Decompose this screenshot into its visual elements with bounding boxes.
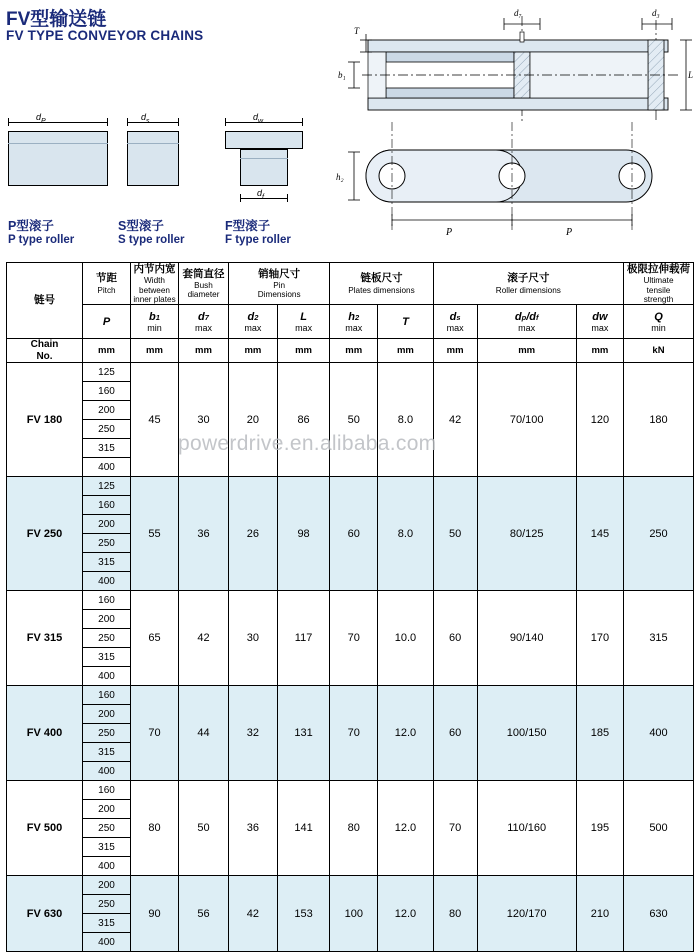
th-sym-b1: b1 min xyxy=(131,305,179,339)
cell-pitch: 250 xyxy=(83,724,131,743)
cell-d7: 30 xyxy=(179,363,229,477)
cell-ds: 50 xyxy=(433,477,477,591)
th-sym-L: L max xyxy=(277,305,329,339)
cell-pitch: 315 xyxy=(83,648,131,667)
cell-ds: 60 xyxy=(433,591,477,686)
th-unit-d7: mm xyxy=(179,339,229,363)
cell-L: 86 xyxy=(277,363,329,477)
cell-pitch: 315 xyxy=(83,439,131,458)
th-sym-d7: d7 max xyxy=(179,305,229,339)
f-roller-caption-en: F type roller xyxy=(225,234,291,246)
th-unit-h2: mm xyxy=(330,339,378,363)
th-sym-Q: Q min xyxy=(624,305,694,339)
svg-text:b₁: b₁ xyxy=(338,70,346,80)
p-roller-caption-en: P type roller xyxy=(8,234,75,246)
p-roller-caption-cn: P型滚子 xyxy=(8,219,54,233)
cell-pitch: 200 xyxy=(83,401,131,420)
chain-assembly-diagram xyxy=(326,4,698,244)
cell-pitch: 160 xyxy=(83,686,131,705)
th-unit-b1: mm xyxy=(131,339,179,363)
th-pitch: 节距 Pitch xyxy=(83,263,131,305)
cell-L: 153 xyxy=(277,876,329,952)
cell-pitch: 250 xyxy=(83,819,131,838)
f-roller-flange xyxy=(225,131,303,149)
cell-pitch: 400 xyxy=(83,762,131,781)
th-sym-P: P xyxy=(83,305,131,339)
cell-ds: 60 xyxy=(433,686,477,781)
cell-h2: 70 xyxy=(330,591,378,686)
cell-dp-df: 120/170 xyxy=(477,876,576,952)
cell-pitch: 200 xyxy=(83,705,131,724)
cell-chain-no: FV 500 xyxy=(7,781,83,876)
th-pin-dimensions: 销轴尺寸 Pin Dimensions xyxy=(229,263,330,305)
th-sym-dw: dw max xyxy=(576,305,623,339)
svg-text:P: P xyxy=(566,227,573,238)
table-row xyxy=(7,363,694,382)
table-body xyxy=(7,363,694,952)
cell-T: 12.0 xyxy=(378,876,433,952)
table-row xyxy=(7,781,694,800)
s-roller-caption-en: S type roller xyxy=(118,234,185,246)
s-roller-body xyxy=(127,131,179,186)
cell-dw: 195 xyxy=(576,781,623,876)
cell-h2: 50 xyxy=(330,363,378,477)
cell-L: 98 xyxy=(277,477,329,591)
th-sym-d2: d2 max xyxy=(229,305,278,339)
cell-pitch: 250 xyxy=(83,895,131,914)
s-roller-caption-cn: S型滚子 xyxy=(118,219,164,233)
cell-pitch: 160 xyxy=(83,496,131,515)
svg-text:L: L xyxy=(688,70,694,80)
cell-pitch: 250 xyxy=(83,629,131,648)
table-row xyxy=(7,477,694,496)
cell-pitch: 200 xyxy=(83,800,131,819)
cell-b1: 65 xyxy=(131,591,179,686)
cell-L: 141 xyxy=(277,781,329,876)
cell-chain-no: FV 315 xyxy=(7,591,83,686)
cell-dw: 120 xyxy=(576,363,623,477)
table-header-row-symbols xyxy=(7,305,694,339)
table-row xyxy=(7,591,694,610)
cell-pitch: 160 xyxy=(83,382,131,401)
cell-d2: 42 xyxy=(229,876,278,952)
cell-Q: 400 xyxy=(624,686,694,781)
th-plates-dimensions: 链板尺寸 Plates dimensions xyxy=(330,263,433,305)
table-row xyxy=(7,686,694,705)
cell-pitch: 400 xyxy=(83,458,131,477)
cell-chain-no: FV 250 xyxy=(7,477,83,591)
cell-L: 117 xyxy=(277,591,329,686)
cell-dp-df: 90/140 xyxy=(477,591,576,686)
cell-pitch: 200 xyxy=(83,876,131,895)
cell-pitch: 160 xyxy=(83,781,131,800)
th-bush-diameter: 套筒直径 Bush diameter xyxy=(179,263,229,305)
cell-Q: 250 xyxy=(624,477,694,591)
cell-pitch: 400 xyxy=(83,572,131,591)
f-roller-caption-cn: F型滚子 xyxy=(225,219,271,233)
cell-dp-df: 100/150 xyxy=(477,686,576,781)
cell-ds: 80 xyxy=(433,876,477,952)
cell-pitch: 200 xyxy=(83,610,131,629)
dim-label-ds: d xyxy=(141,112,147,122)
svg-text:P: P xyxy=(446,227,453,238)
cell-Q: 180 xyxy=(624,363,694,477)
cell-chain-no: FV 400 xyxy=(7,686,83,781)
cell-d2: 26 xyxy=(229,477,278,591)
th-chainno-label: Chain No. xyxy=(7,339,83,363)
th-tensile-strength: 极限拉伸载荷 Ultimate tensile strength xyxy=(624,263,694,305)
cell-Q: 500 xyxy=(624,781,694,876)
cell-b1: 70 xyxy=(131,686,179,781)
cell-dw: 145 xyxy=(576,477,623,591)
th-sym-T: T xyxy=(378,305,433,339)
cell-d7: 50 xyxy=(179,781,229,876)
cell-pitch: 250 xyxy=(83,534,131,553)
cell-b1: 80 xyxy=(131,781,179,876)
svg-text:T: T xyxy=(354,26,360,36)
th-unit-ds: mm xyxy=(433,339,477,363)
cell-pitch: 400 xyxy=(83,857,131,876)
cell-ds: 42 xyxy=(433,363,477,477)
page-title-en: FV TYPE CONVEYOR CHAINS xyxy=(6,28,204,43)
cell-d2: 30 xyxy=(229,591,278,686)
svg-text:d₇: d₇ xyxy=(514,8,522,18)
cell-chain-no: FV 630 xyxy=(7,876,83,952)
cell-dw: 210 xyxy=(576,876,623,952)
table-header-row-names xyxy=(7,263,694,305)
th-unit-Q: kN xyxy=(624,339,694,363)
cell-dp-df: 80/125 xyxy=(477,477,576,591)
th-sym-h2: h2 max xyxy=(330,305,378,339)
cell-b1: 45 xyxy=(131,363,179,477)
cell-Q: 630 xyxy=(624,876,694,952)
watermark: powerdrive.en.alibaba.com xyxy=(178,432,437,455)
cell-pitch: 400 xyxy=(83,933,131,952)
cell-pitch: 250 xyxy=(83,420,131,439)
cell-chain-no: FV 180 xyxy=(7,363,83,477)
th-unit-P: mm xyxy=(83,339,131,363)
cell-dp-df: 70/100 xyxy=(477,363,576,477)
cell-pitch: 125 xyxy=(83,477,131,496)
th-unit-dw: mm xyxy=(576,339,623,363)
svg-text:d₃: d₃ xyxy=(652,8,660,18)
dim-label-dw: d xyxy=(253,112,259,122)
cell-pitch: 200 xyxy=(83,515,131,534)
cell-dw: 170 xyxy=(576,591,623,686)
cell-d7: 44 xyxy=(179,686,229,781)
cell-b1: 90 xyxy=(131,876,179,952)
th-unit-d2: mm xyxy=(229,339,278,363)
cell-h2: 70 xyxy=(330,686,378,781)
cell-h2: 60 xyxy=(330,477,378,591)
cell-pitch: 315 xyxy=(83,743,131,762)
th-chain-no: 链号 xyxy=(7,263,83,339)
f-roller-body xyxy=(240,149,288,186)
cell-h2: 100 xyxy=(330,876,378,952)
cell-pitch: 400 xyxy=(83,667,131,686)
cell-T: 8.0 xyxy=(378,363,433,477)
cell-d2: 36 xyxy=(229,781,278,876)
cell-T: 12.0 xyxy=(378,686,433,781)
cell-pitch: 315 xyxy=(83,914,131,933)
cell-b1: 55 xyxy=(131,477,179,591)
cell-pitch: 315 xyxy=(83,553,131,572)
dim-label-dp: d xyxy=(36,112,42,122)
th-unit-dpdf: mm xyxy=(477,339,576,363)
cell-Q: 315 xyxy=(624,591,694,686)
cell-pitch: 315 xyxy=(83,838,131,857)
cell-dw: 185 xyxy=(576,686,623,781)
cell-d2: 32 xyxy=(229,686,278,781)
cell-pitch: 125 xyxy=(83,363,131,382)
th-sym-ds: ds max xyxy=(433,305,477,339)
cell-d7: 42 xyxy=(179,591,229,686)
cell-ds: 70 xyxy=(433,781,477,876)
cell-pitch: 160 xyxy=(83,591,131,610)
th-sym-dp-df: dp/df max xyxy=(477,305,576,339)
cell-T: 8.0 xyxy=(378,477,433,591)
cell-h2: 80 xyxy=(330,781,378,876)
th-unit-L: mm xyxy=(277,339,329,363)
th-roller-dimensions: 滚子尺寸 Roller dimensions xyxy=(433,263,623,305)
cell-dp-df: 110/160 xyxy=(477,781,576,876)
table-row xyxy=(7,876,694,895)
th-width-inner-plates: 内节内宽 Width between inner plates xyxy=(131,263,179,305)
page-title-cn: FV型输送链 xyxy=(6,9,107,30)
cell-T: 10.0 xyxy=(378,591,433,686)
table-header-row-units xyxy=(7,339,694,363)
p-roller-body xyxy=(8,131,108,186)
cell-d7: 56 xyxy=(179,876,229,952)
cell-L: 131 xyxy=(277,686,329,781)
svg-text:h₂: h₂ xyxy=(336,172,344,182)
th-unit-T: mm xyxy=(378,339,433,363)
cell-d2: 20 xyxy=(229,363,278,477)
cell-d7: 36 xyxy=(179,477,229,591)
specification-table xyxy=(6,262,694,952)
dim-label-df: d xyxy=(257,188,263,198)
cell-T: 12.0 xyxy=(378,781,433,876)
